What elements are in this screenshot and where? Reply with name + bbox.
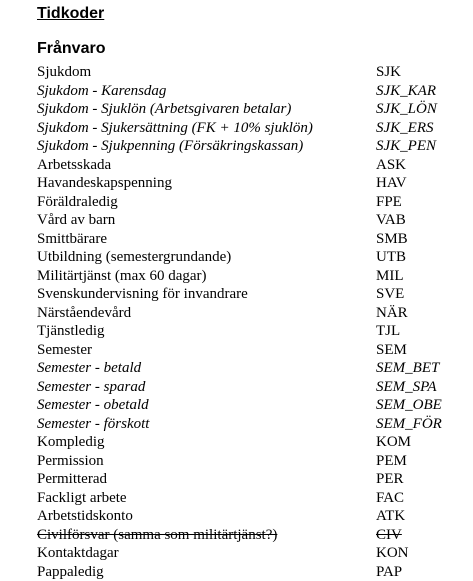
time-code-description: Semester (37, 341, 92, 360)
time-code-abbreviation: ASK (376, 156, 406, 175)
time-code-description: Semester - förskott (37, 415, 149, 434)
time-code-row (37, 304, 467, 323)
time-code-abbreviation: CIV (376, 526, 402, 545)
time-code-row (37, 378, 467, 397)
time-code-row (37, 415, 467, 434)
time-code-abbreviation: UTB (376, 248, 406, 267)
time-code-row (37, 544, 467, 563)
time-code-description: Sjukdom (37, 63, 91, 82)
time-code-description: Permission (37, 452, 104, 471)
time-code-row (37, 82, 467, 101)
time-code-description: Vård av barn (37, 211, 115, 230)
time-code-description: Sjukdom - Sjukpenning (Försäkringskassan) (37, 137, 303, 156)
time-code-abbreviation: PAP (376, 563, 402, 581)
time-code-description: Kompledig (37, 433, 105, 452)
time-code-row (37, 452, 467, 471)
document-title: Tidkoder (37, 4, 104, 24)
time-code-description: Föräldraledig (37, 193, 118, 212)
time-code-row (37, 563, 467, 581)
time-code-description: Tjänstledig (37, 322, 105, 341)
time-code-list (37, 63, 467, 581)
time-code-abbreviation: SJK_ERS (376, 119, 434, 138)
time-code-row (37, 211, 467, 230)
time-code-description: Svenskundervisning för invandrare (37, 285, 248, 304)
time-code-row (37, 470, 467, 489)
time-code-row (37, 396, 467, 415)
time-code-row (37, 359, 467, 378)
time-code-abbreviation: SEM_FÖR (376, 415, 442, 434)
time-code-row (37, 322, 467, 341)
time-code-description: Fackligt arbete (37, 489, 127, 508)
time-code-abbreviation: KOM (376, 433, 411, 452)
time-code-description: Semester - sparad (37, 378, 145, 397)
time-code-row (37, 341, 467, 360)
time-code-description: Havandeskapspenning (37, 174, 172, 193)
time-code-row (37, 230, 467, 249)
time-code-description: Sjukdom - Sjuklön (Arbetsgivaren betalar) (37, 100, 291, 119)
time-code-description: Närståendevård (37, 304, 131, 323)
time-code-row (37, 193, 467, 212)
time-code-abbreviation: FPE (376, 193, 402, 212)
time-code-description: Utbildning (semestergrundande) (37, 248, 231, 267)
time-code-abbreviation: SMB (376, 230, 408, 249)
section-heading: Frånvaro (37, 39, 105, 59)
time-code-abbreviation: HAV (376, 174, 407, 193)
time-code-row (37, 137, 467, 156)
time-code-abbreviation: SEM (376, 341, 407, 360)
time-code-abbreviation: SJK_LÖN (376, 100, 437, 119)
time-code-abbreviation: MIL (376, 267, 404, 286)
time-code-description: Arbetsskada (37, 156, 111, 175)
time-code-abbreviation: ATK (376, 507, 405, 526)
time-code-row (37, 248, 467, 267)
time-code-row (37, 489, 467, 508)
time-code-description: Semester - betald (37, 359, 141, 378)
time-code-abbreviation: PEM (376, 452, 407, 471)
time-code-abbreviation: SVE (376, 285, 404, 304)
time-code-description: Permitterad (37, 470, 107, 489)
time-code-abbreviation: PER (376, 470, 404, 489)
time-code-row (37, 119, 467, 138)
time-code-abbreviation: VAB (376, 211, 406, 230)
time-code-row (37, 174, 467, 193)
time-code-description: Smittbärare (37, 230, 107, 249)
time-code-description: Arbetstidskonto (37, 507, 133, 526)
time-code-description: Sjukdom - Karensdag (37, 82, 166, 101)
time-code-row (37, 63, 467, 82)
time-code-row (37, 267, 467, 286)
time-code-abbreviation: SJK (376, 63, 401, 82)
time-code-row (37, 433, 467, 452)
time-code-abbreviation: SEM_SPA (376, 378, 437, 397)
time-code-abbreviation: SEM_OBE (376, 396, 442, 415)
time-code-description: Pappaledig (37, 563, 104, 581)
time-code-description: Kontaktdagar (37, 544, 119, 563)
time-code-row (37, 156, 467, 175)
time-code-row (37, 285, 467, 304)
time-code-abbreviation: SJK_KAR (376, 82, 436, 101)
time-code-description: Sjukdom - Sjukersättning (FK + 10% sjuklön) (37, 119, 313, 138)
time-code-abbreviation: SJK_PEN (376, 137, 436, 156)
time-code-row (37, 100, 467, 119)
time-code-abbreviation: NÄR (376, 304, 408, 323)
time-code-description: Semester - obetald (37, 396, 149, 415)
time-code-abbreviation: TJL (376, 322, 400, 341)
time-code-abbreviation: KON (376, 544, 409, 563)
time-code-row (37, 507, 467, 526)
time-code-description: Militärtjänst (max 60 dagar) (37, 267, 207, 286)
time-code-abbreviation: FAC (376, 489, 404, 508)
time-code-description: Civilförsvar (samma som militärtjänst?) (37, 526, 277, 545)
time-code-row (37, 526, 467, 545)
time-code-abbreviation: SEM_BET (376, 359, 439, 378)
